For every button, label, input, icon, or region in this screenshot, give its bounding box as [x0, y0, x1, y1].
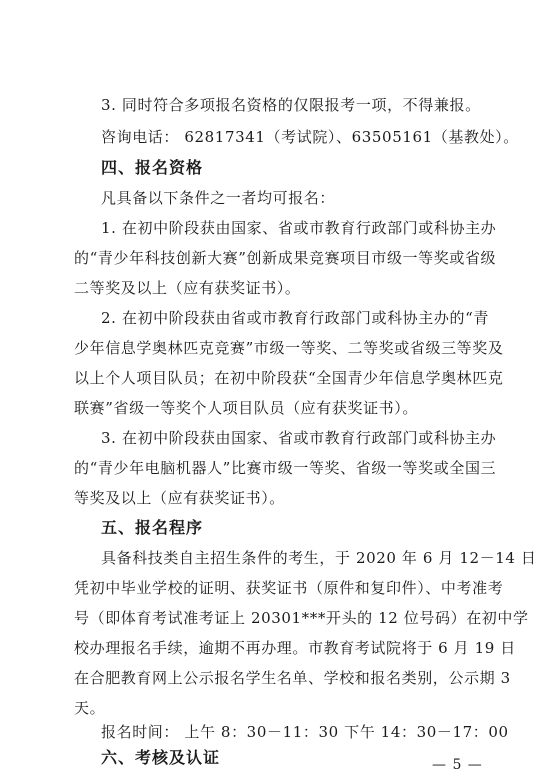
condition-1-line-3: 二等奖及以上（应有获奖证书）。	[74, 279, 301, 297]
condition-1-line-2: 的“青少年科技创新大赛”创新成果竞赛项目市级一等奖或省级	[74, 249, 497, 267]
procedure-line-1: 具备科技类自主招生条件的考生，于 2020 年 6 月 12－14 日	[101, 549, 537, 567]
consult-phone: 咨询电话： 62817341（考试院）、63505161（基教处）。	[101, 128, 519, 146]
section-heading-5: 五、报名程序	[101, 518, 204, 537]
condition-1-line-1: 1. 在初中阶段获由国家、省或市教育行政部门或科协主办	[101, 219, 497, 237]
condition-2-line-4: 联赛”省级一等奖个人项目队员（应有获奖证书）。	[74, 399, 418, 417]
section-heading-4: 四、报名资格	[101, 158, 204, 177]
registration-time: 报名时间： 上午 8：30－11：30 下午 14：30－17：00	[101, 723, 509, 741]
procedure-line-3: 号（即体育考试准考证上 20301***开头的 12 位号码）在初中学	[74, 609, 529, 627]
condition-2-line-1: 2. 在初中阶段获由省或市教育行政部门或科协主办的“青	[101, 309, 489, 327]
condition-2-line-3: 以上个人项目队员；在初中阶段获“全国青少年信息学奥林匹克	[74, 369, 504, 387]
procedure-line-4: 校办理报名手续，逾期不再办理。市教育考试院将于 6 月 19 日	[74, 639, 516, 657]
condition-3-line-2: 的“青少年电脑机器人”比赛市级一等奖、省级一等奖或全国三	[74, 459, 497, 477]
condition-3-line-3: 等奖及以上（应有获奖证书）。	[74, 489, 285, 507]
item-3-no-double-registration: 3. 同时符合多项报名资格的仅限报考一项，不得兼报。	[101, 96, 481, 114]
condition-2-line-2: 少年信息学奥林匹克竞赛”市级一等奖、二等奖或省级三等奖及	[74, 339, 504, 357]
page-number: — 5 —	[432, 757, 483, 773]
condition-3-line-1: 3. 在初中阶段获由国家、省或市教育行政部门或科协主办	[101, 429, 497, 447]
section-heading-6: 六、考核及认证	[101, 748, 221, 767]
procedure-line-6: 天。	[74, 699, 106, 717]
procedure-line-5: 在合肥教育网上公示报名学生名单、学校和报名类别，公示期 3	[74, 669, 511, 687]
paragraph-intro: 凡具备以下条件之一者均可报名：	[101, 189, 336, 207]
procedure-line-2: 凭初中毕业学校的证明、获奖证书（原件和复印件）、中考准考	[74, 579, 504, 597]
